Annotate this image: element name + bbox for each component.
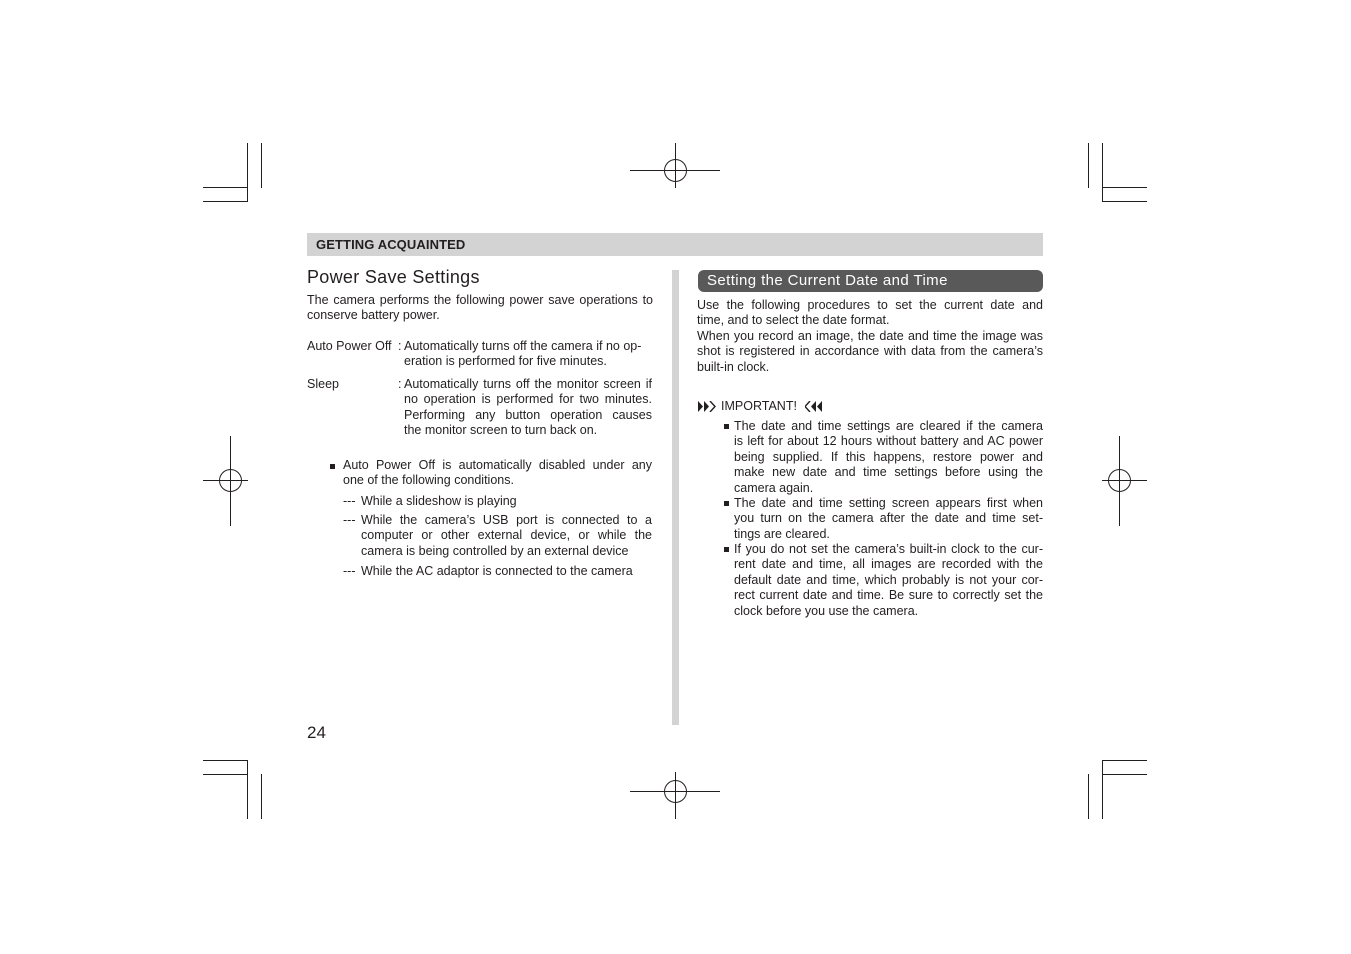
square-bullet-icon	[724, 547, 729, 552]
date-time-intro	[697, 298, 1043, 375]
section-header-bar	[307, 233, 1043, 256]
important-item	[734, 496, 1043, 542]
important-line: is left for about 12 hours without battery and AC power	[734, 434, 1043, 449]
dash-marker: ---	[343, 513, 356, 527]
important-line: being supplied. If this happens, restore power and	[734, 449, 1043, 464]
condition-line: camera is being controlled by an external device	[361, 543, 629, 558]
intro-line: built-in clock.	[697, 359, 770, 374]
important-line: make new date and time settings before using the	[734, 465, 1043, 480]
crop-mark-icon	[1089, 760, 1148, 819]
important-line: The date and time settings are cleared if the camera	[734, 419, 1043, 433]
important-line: tings are cleared.	[734, 526, 830, 541]
condition-item	[361, 513, 652, 559]
page-number: 24	[307, 723, 326, 742]
definition-sleep	[404, 377, 652, 439]
definition-auto-power-off	[404, 339, 652, 370]
important-close-arrows-icon	[805, 401, 825, 412]
important-line: you turn on the camera after the date and time set-	[734, 511, 1043, 526]
square-bullet-icon	[724, 424, 729, 429]
intro-line: When you record an image, the date and time the image was	[697, 328, 1043, 343]
condition-item	[361, 564, 652, 579]
crop-mark-icon	[1089, 143, 1148, 202]
definition-line: the monitor screen to turn back on.	[404, 423, 598, 438]
intro-line: Use the following procedures to set the current date and	[697, 298, 1043, 312]
important-line: If you do not set the camera’s built-in clock to the cur-	[734, 542, 1043, 556]
important-label: IMPORTANT!	[721, 399, 797, 413]
important-line: rect current date and time. Be sure to correctly set the	[734, 588, 1043, 603]
square-bullet-icon	[724, 501, 729, 506]
condition-item	[361, 494, 652, 509]
registration-mark-icon	[630, 143, 720, 188]
section-title: GETTING ACQUAINTED	[316, 237, 466, 252]
definition-term-auto-power-off: Auto Power Off	[307, 339, 392, 353]
dash-marker: ---	[343, 564, 356, 578]
condition-line: While a slideshow is playing	[361, 494, 517, 508]
condition-line: computer or other external device, or while the	[361, 528, 652, 543]
definition-line: Automatically turns off the monitor screen if	[404, 377, 652, 391]
definition-line: no operation is performed for two minutes.	[404, 392, 652, 407]
intro-line: time, and to select the date format.	[697, 313, 890, 328]
square-bullet-icon	[330, 464, 335, 469]
date-time-title: Setting the Current Date and Time	[707, 272, 948, 289]
dash-marker: ---	[343, 494, 356, 508]
intro-line: shot is registered in accordance with data from the camera’s	[697, 344, 1043, 359]
important-line: camera again.	[734, 480, 814, 495]
important-line: default date and time, which probably is not your cor-	[734, 572, 1043, 587]
power-save-intro: The camera performs the following power save operations to conserve battery power.	[307, 293, 653, 323]
date-time-title-pill	[698, 270, 1043, 292]
important-item	[734, 542, 1043, 619]
condition-line: While the AC adaptor is connected to the camera	[361, 564, 633, 578]
important-line: The date and time setting screen appears first when	[734, 496, 1043, 510]
registration-mark-icon	[1102, 436, 1147, 526]
definition-term-sleep: Sleep	[307, 377, 339, 391]
note-line: Auto Power Off is automatically disabled under any	[343, 458, 652, 472]
definition-line: Performing any button operation causes	[404, 407, 652, 422]
note-line: one of the following conditions.	[343, 473, 514, 488]
auto-power-off-note	[343, 458, 652, 489]
important-item	[734, 419, 1043, 496]
power-save-title: Power Save Settings	[307, 267, 480, 287]
crop-mark-icon	[203, 143, 262, 202]
definition-line: Automatically turns off the camera if no op-	[404, 339, 642, 353]
column-divider	[672, 270, 679, 725]
important-line: rent date and time, all images are recorded with the	[734, 557, 1043, 572]
definition-colon: :	[398, 377, 402, 391]
registration-mark-icon	[630, 772, 720, 819]
crop-mark-icon	[203, 760, 262, 819]
definition-colon: :	[398, 339, 402, 353]
condition-line: While the camera’s USB port is connected to a	[361, 513, 652, 527]
important-open-arrows-icon	[698, 401, 718, 412]
important-line: clock before you use the camera.	[734, 603, 919, 618]
registration-mark-icon	[203, 436, 248, 526]
definition-line: eration is performed for five minutes.	[404, 354, 607, 369]
